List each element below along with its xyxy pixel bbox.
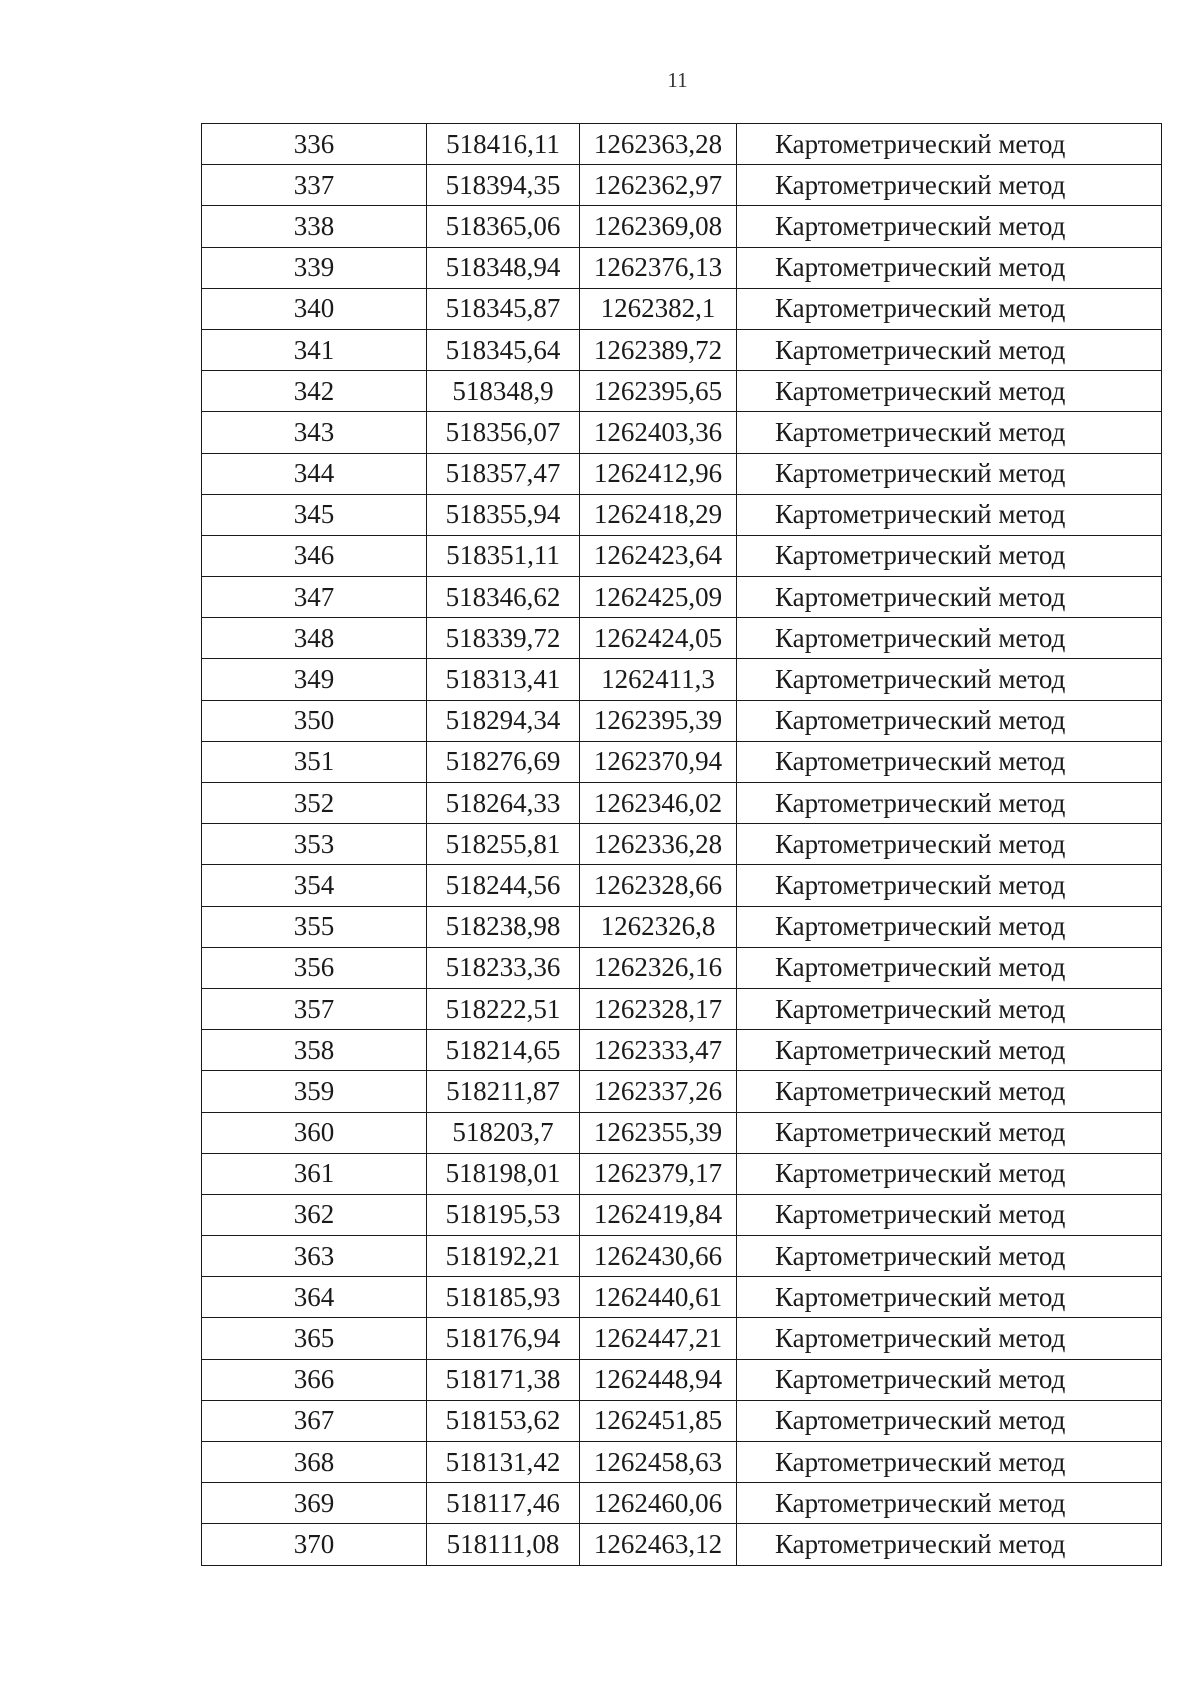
point-number-cell: 366: [202, 1359, 427, 1400]
point-number-cell: 343: [202, 412, 427, 453]
method-cell: Картометрический метод: [737, 124, 1162, 165]
method-cell: Картометрический метод: [737, 1112, 1162, 1153]
x-coordinate-cell: 518357,47: [427, 453, 580, 494]
table-row: [202, 1277, 1162, 1318]
x-coordinate-cell: 518345,64: [427, 329, 580, 370]
x-coordinate-cell: 518198,01: [427, 1153, 580, 1194]
method-cell: Картометрический метод: [737, 329, 1162, 370]
point-number-cell: 355: [202, 906, 427, 947]
y-coordinate-cell: 1262379,17: [580, 1153, 737, 1194]
table-row: [202, 1071, 1162, 1112]
y-coordinate-cell: 1262363,28: [580, 124, 737, 165]
x-coordinate-cell: 518348,9: [427, 371, 580, 412]
method-cell: Картометрический метод: [737, 1071, 1162, 1112]
x-coordinate-cell: 518211,87: [427, 1071, 580, 1112]
x-coordinate-cell: 518222,51: [427, 988, 580, 1029]
point-number-cell: 356: [202, 947, 427, 988]
method-cell: Картометрический метод: [737, 206, 1162, 247]
point-number-cell: 369: [202, 1483, 427, 1524]
y-coordinate-cell: 1262369,08: [580, 206, 737, 247]
x-coordinate-cell: 518203,7: [427, 1112, 580, 1153]
x-coordinate-cell: 518313,41: [427, 659, 580, 700]
point-number-cell: 363: [202, 1236, 427, 1277]
table-row: [202, 1318, 1162, 1359]
point-number-cell: 351: [202, 741, 427, 782]
table-row: [202, 206, 1162, 247]
method-cell: Картометрический метод: [737, 824, 1162, 865]
y-coordinate-cell: 1262328,17: [580, 988, 737, 1029]
x-coordinate-cell: 518351,11: [427, 535, 580, 576]
coordinates-table-body: [202, 124, 1162, 1566]
y-coordinate-cell: 1262430,66: [580, 1236, 737, 1277]
y-coordinate-cell: 1262447,21: [580, 1318, 737, 1359]
point-number-cell: 337: [202, 165, 427, 206]
method-cell: Картометрический метод: [737, 1318, 1162, 1359]
method-cell: Картометрический метод: [737, 577, 1162, 618]
coordinates-table: [201, 123, 1162, 1566]
x-coordinate-cell: 518345,87: [427, 288, 580, 329]
table-row: [202, 1236, 1162, 1277]
point-number-cell: 350: [202, 700, 427, 741]
y-coordinate-cell: 1262460,06: [580, 1483, 737, 1524]
x-coordinate-cell: 518153,62: [427, 1400, 580, 1441]
y-coordinate-cell: 1262336,28: [580, 824, 737, 865]
table-row: [202, 1524, 1162, 1565]
y-coordinate-cell: 1262448,94: [580, 1359, 737, 1400]
y-coordinate-cell: 1262328,66: [580, 865, 737, 906]
point-number-cell: 358: [202, 1030, 427, 1071]
method-cell: Картометрический метод: [737, 1236, 1162, 1277]
method-cell: Картометрический метод: [737, 1442, 1162, 1483]
x-coordinate-cell: 518131,42: [427, 1442, 580, 1483]
x-coordinate-cell: 518355,94: [427, 494, 580, 535]
y-coordinate-cell: 1262424,05: [580, 618, 737, 659]
table-row: [202, 1194, 1162, 1235]
y-coordinate-cell: 1262423,64: [580, 535, 737, 576]
point-number-cell: 336: [202, 124, 427, 165]
y-coordinate-cell: 1262382,1: [580, 288, 737, 329]
point-number-cell: 339: [202, 247, 427, 288]
table-row: [202, 165, 1162, 206]
method-cell: Картометрический метод: [737, 988, 1162, 1029]
x-coordinate-cell: 518394,35: [427, 165, 580, 206]
method-cell: Картометрический метод: [737, 618, 1162, 659]
point-number-cell: 359: [202, 1071, 427, 1112]
method-cell: Картометрический метод: [737, 1194, 1162, 1235]
y-coordinate-cell: 1262389,72: [580, 329, 737, 370]
table-row: [202, 577, 1162, 618]
table-row: [202, 247, 1162, 288]
x-coordinate-cell: 518294,34: [427, 700, 580, 741]
table-row: [202, 700, 1162, 741]
table-row: [202, 618, 1162, 659]
method-cell: Картометрический метод: [737, 165, 1162, 206]
method-cell: Картометрический метод: [737, 865, 1162, 906]
y-coordinate-cell: 1262425,09: [580, 577, 737, 618]
y-coordinate-cell: 1262326,16: [580, 947, 737, 988]
method-cell: Картометрический метод: [737, 1400, 1162, 1441]
table-row: [202, 1442, 1162, 1483]
y-coordinate-cell: 1262333,47: [580, 1030, 737, 1071]
x-coordinate-cell: 518214,65: [427, 1030, 580, 1071]
method-cell: Картометрический метод: [737, 371, 1162, 412]
y-coordinate-cell: 1262355,39: [580, 1112, 737, 1153]
x-coordinate-cell: 518233,36: [427, 947, 580, 988]
y-coordinate-cell: 1262362,97: [580, 165, 737, 206]
method-cell: Картометрический метод: [737, 783, 1162, 824]
y-coordinate-cell: 1262346,02: [580, 783, 737, 824]
method-cell: Картометрический метод: [737, 288, 1162, 329]
y-coordinate-cell: 1262326,8: [580, 906, 737, 947]
x-coordinate-cell: 518238,98: [427, 906, 580, 947]
y-coordinate-cell: 1262403,36: [580, 412, 737, 453]
table-row: [202, 1400, 1162, 1441]
y-coordinate-cell: 1262463,12: [580, 1524, 737, 1565]
y-coordinate-cell: 1262419,84: [580, 1194, 737, 1235]
method-cell: Картометрический метод: [737, 700, 1162, 741]
point-number-cell: 354: [202, 865, 427, 906]
point-number-cell: 357: [202, 988, 427, 1029]
point-number-cell: 353: [202, 824, 427, 865]
table-row: [202, 371, 1162, 412]
table-row: [202, 824, 1162, 865]
point-number-cell: 344: [202, 453, 427, 494]
method-cell: Картометрический метод: [737, 947, 1162, 988]
page-number: 11: [667, 68, 688, 92]
table-row: [202, 329, 1162, 370]
table-row: [202, 906, 1162, 947]
method-cell: Картометрический метод: [737, 1483, 1162, 1524]
method-cell: Картометрический метод: [737, 1524, 1162, 1565]
table-row: [202, 1112, 1162, 1153]
y-coordinate-cell: 1262337,26: [580, 1071, 737, 1112]
point-number-cell: 352: [202, 783, 427, 824]
x-coordinate-cell: 518346,62: [427, 577, 580, 618]
method-cell: Картометрический метод: [737, 1030, 1162, 1071]
point-number-cell: 362: [202, 1194, 427, 1235]
point-number-cell: 360: [202, 1112, 427, 1153]
point-number-cell: 341: [202, 329, 427, 370]
point-number-cell: 361: [202, 1153, 427, 1194]
point-number-cell: 368: [202, 1442, 427, 1483]
point-number-cell: 345: [202, 494, 427, 535]
x-coordinate-cell: 518111,08: [427, 1524, 580, 1565]
y-coordinate-cell: 1262458,63: [580, 1442, 737, 1483]
x-coordinate-cell: 518416,11: [427, 124, 580, 165]
table-row: [202, 988, 1162, 1029]
x-coordinate-cell: 518192,21: [427, 1236, 580, 1277]
table-row: [202, 288, 1162, 329]
table-row: [202, 947, 1162, 988]
table-row: [202, 741, 1162, 782]
table-row: [202, 124, 1162, 165]
y-coordinate-cell: 1262395,39: [580, 700, 737, 741]
table-row: [202, 1153, 1162, 1194]
point-number-cell: 338: [202, 206, 427, 247]
table-row: [202, 412, 1162, 453]
point-number-cell: 364: [202, 1277, 427, 1318]
y-coordinate-cell: 1262370,94: [580, 741, 737, 782]
y-coordinate-cell: 1262440,61: [580, 1277, 737, 1318]
x-coordinate-cell: 518255,81: [427, 824, 580, 865]
table-row: [202, 453, 1162, 494]
table-row: [202, 659, 1162, 700]
method-cell: Картометрический метод: [737, 1277, 1162, 1318]
method-cell: Картометрический метод: [737, 412, 1162, 453]
table-row: [202, 1030, 1162, 1071]
method-cell: Картометрический метод: [737, 906, 1162, 947]
x-coordinate-cell: 518365,06: [427, 206, 580, 247]
table-row: [202, 783, 1162, 824]
method-cell: Картометрический метод: [737, 453, 1162, 494]
x-coordinate-cell: 518276,69: [427, 741, 580, 782]
method-cell: Картометрический метод: [737, 1359, 1162, 1400]
x-coordinate-cell: 518356,07: [427, 412, 580, 453]
y-coordinate-cell: 1262418,29: [580, 494, 737, 535]
point-number-cell: 342: [202, 371, 427, 412]
method-cell: Картометрический метод: [737, 1153, 1162, 1194]
method-cell: Картометрический метод: [737, 247, 1162, 288]
x-coordinate-cell: 518264,33: [427, 783, 580, 824]
point-number-cell: 346: [202, 535, 427, 576]
x-coordinate-cell: 518176,94: [427, 1318, 580, 1359]
point-number-cell: 348: [202, 618, 427, 659]
point-number-cell: 367: [202, 1400, 427, 1441]
x-coordinate-cell: 518117,46: [427, 1483, 580, 1524]
point-number-cell: 347: [202, 577, 427, 618]
method-cell: Картометрический метод: [737, 741, 1162, 782]
method-cell: Картометрический метод: [737, 659, 1162, 700]
point-number-cell: 349: [202, 659, 427, 700]
table-row: [202, 494, 1162, 535]
y-coordinate-cell: 1262376,13: [580, 247, 737, 288]
y-coordinate-cell: 1262412,96: [580, 453, 737, 494]
x-coordinate-cell: 518348,94: [427, 247, 580, 288]
method-cell: Картометрический метод: [737, 494, 1162, 535]
x-coordinate-cell: 518195,53: [427, 1194, 580, 1235]
method-cell: Картометрический метод: [737, 535, 1162, 576]
y-coordinate-cell: 1262451,85: [580, 1400, 737, 1441]
point-number-cell: 365: [202, 1318, 427, 1359]
x-coordinate-cell: 518339,72: [427, 618, 580, 659]
x-coordinate-cell: 518171,38: [427, 1359, 580, 1400]
y-coordinate-cell: 1262395,65: [580, 371, 737, 412]
x-coordinate-cell: 518244,56: [427, 865, 580, 906]
y-coordinate-cell: 1262411,3: [580, 659, 737, 700]
point-number-cell: 370: [202, 1524, 427, 1565]
point-number-cell: 340: [202, 288, 427, 329]
table-row: [202, 865, 1162, 906]
x-coordinate-cell: 518185,93: [427, 1277, 580, 1318]
table-row: [202, 535, 1162, 576]
table-row: [202, 1483, 1162, 1524]
table-row: [202, 1359, 1162, 1400]
